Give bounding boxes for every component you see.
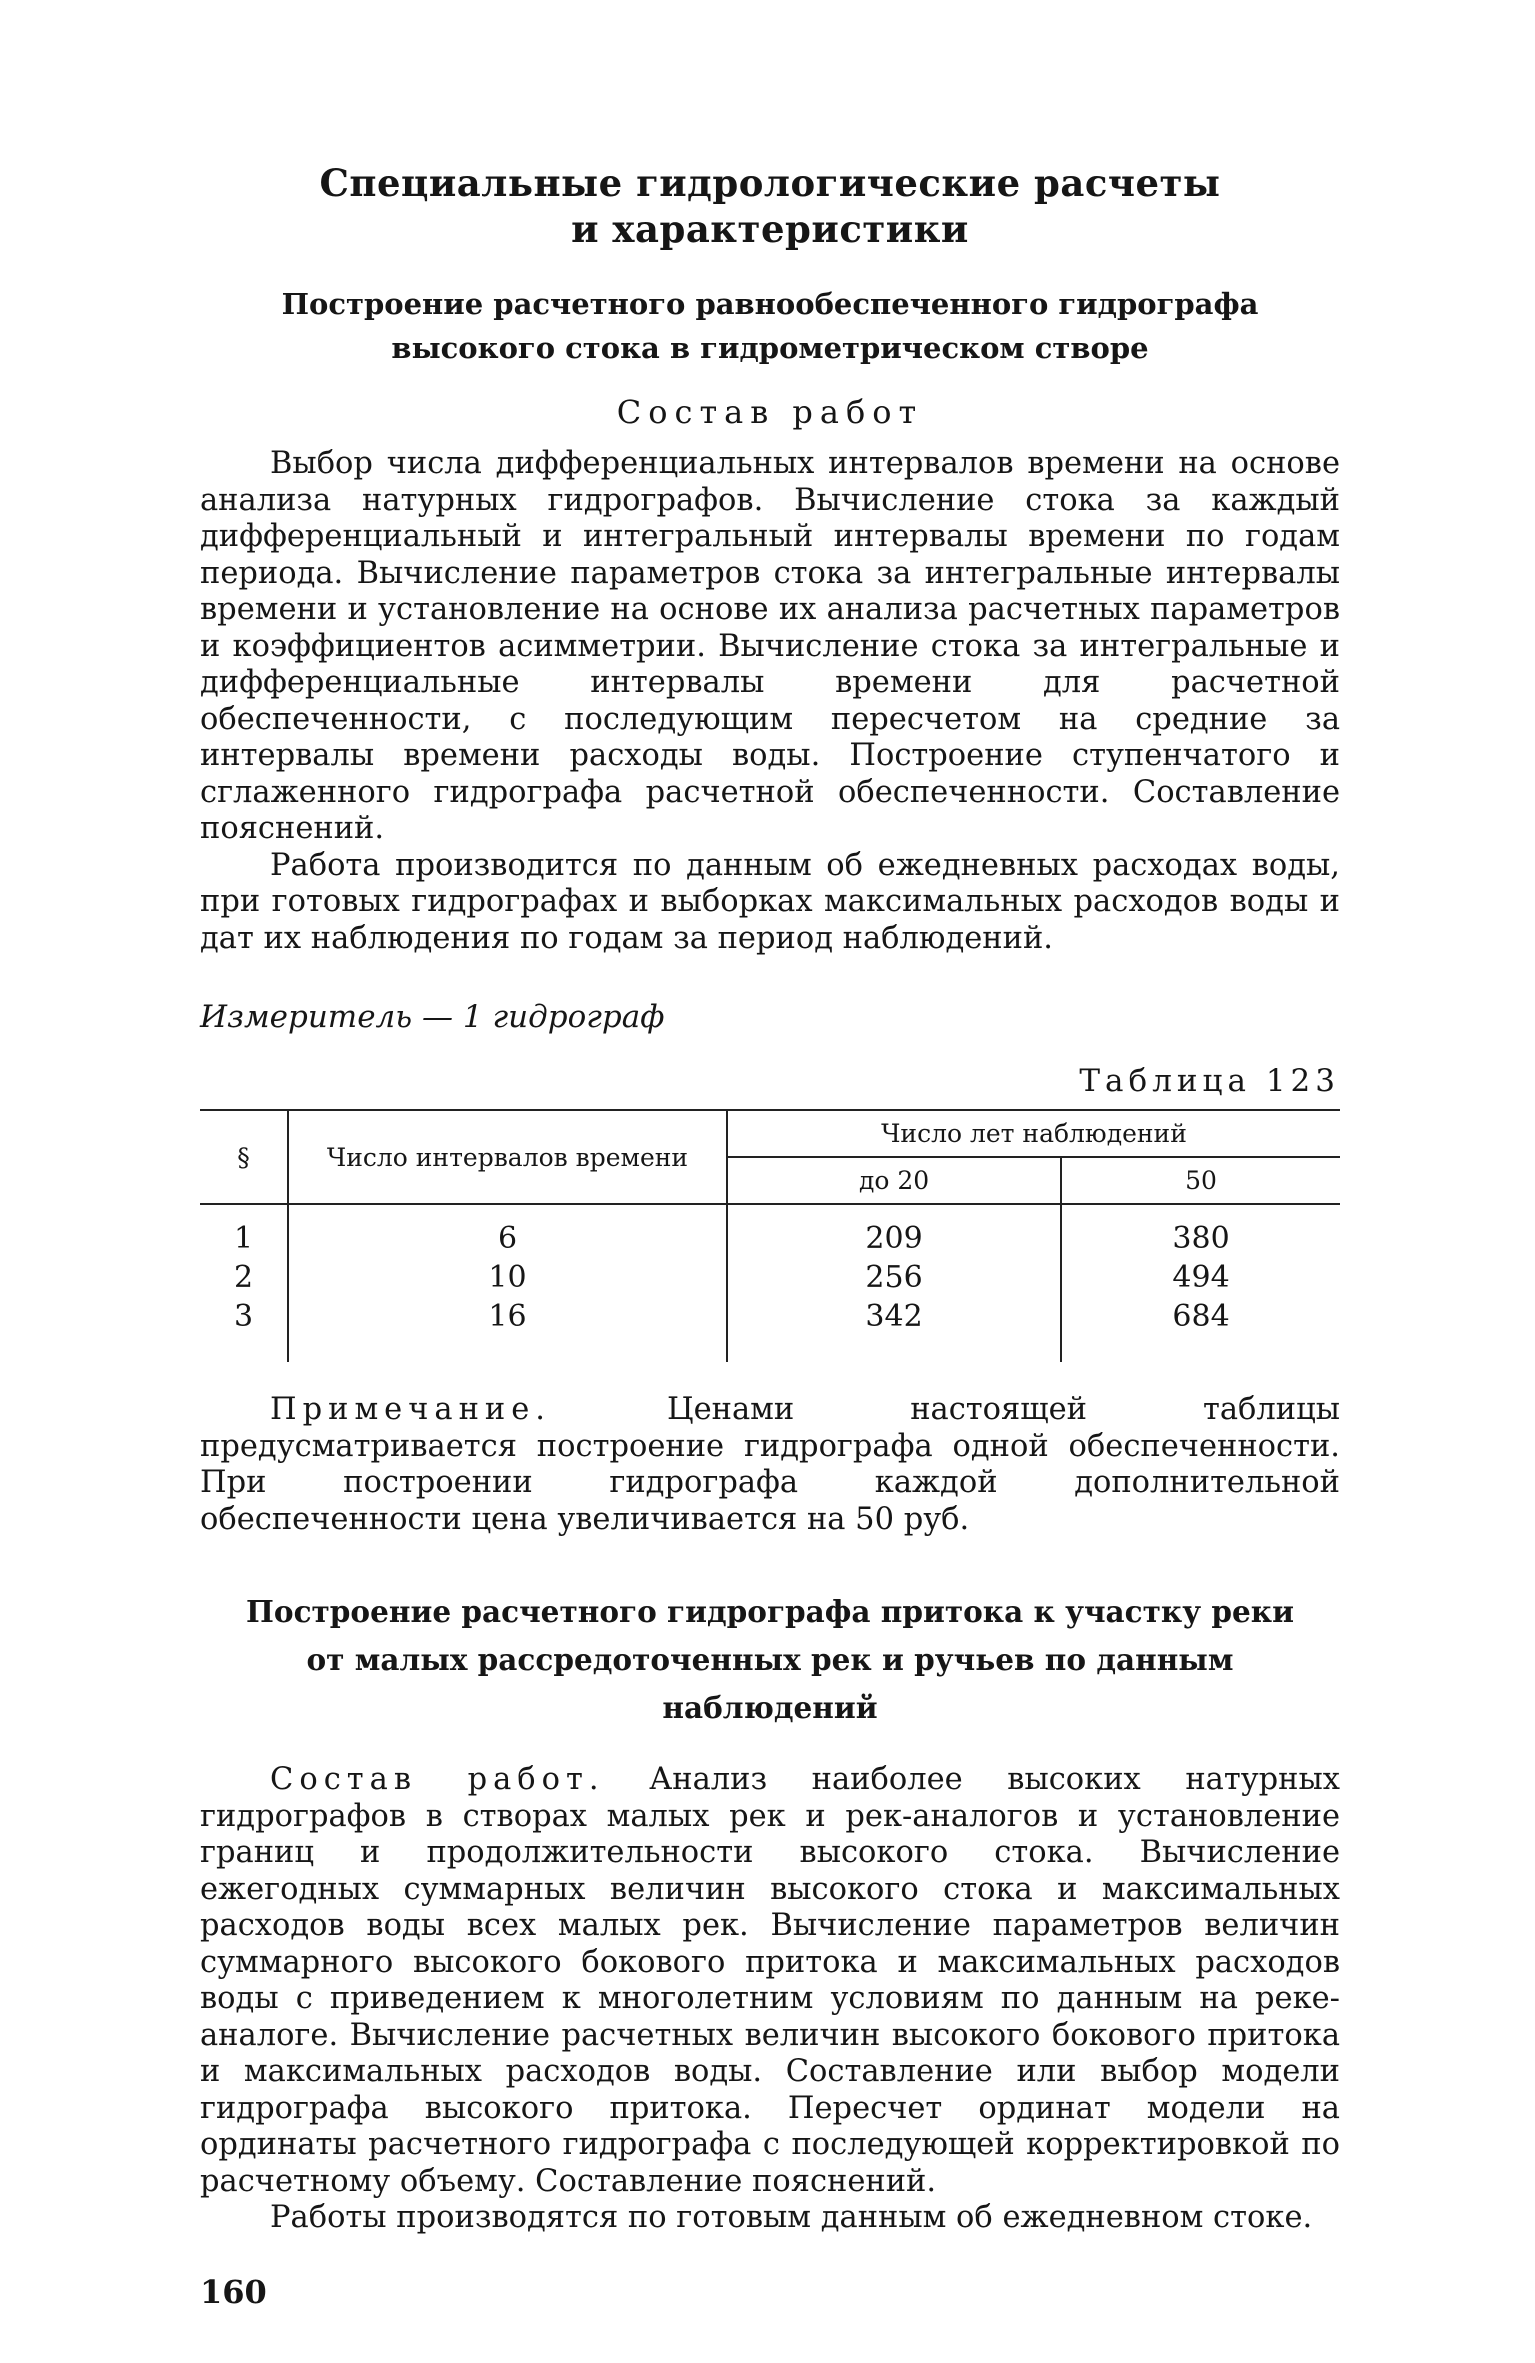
page-number: 160 — [200, 2272, 267, 2311]
cell-50: 684 — [1061, 1297, 1340, 1336]
section2-paragraph2: Работы производятся по готовым данным об ежедневном стоке. — [270, 2200, 1313, 2235]
document-page — [200, 160, 1340, 2311]
section2-heading-line1: Построение расчетного гидрографа притока к участку реки — [246, 1594, 1294, 1629]
price-table — [200, 1109, 1340, 1362]
table-row — [200, 1219, 1340, 1258]
main-title-line2: и характеристики — [571, 207, 969, 251]
section2-paragraph1 — [200, 1762, 1340, 2200]
table-note — [200, 1392, 1340, 1538]
cell-50: 380 — [1061, 1219, 1340, 1258]
cell-to20: 256 — [727, 1258, 1061, 1297]
table-caption: Таблица 123 — [1079, 1063, 1340, 1099]
measure-unit: Измеритель — 1 гидрограф — [200, 999, 665, 1035]
cell-to20: 209 — [727, 1219, 1061, 1258]
main-title — [200, 160, 1340, 252]
section2-heading-line2: от малых рассредоточенных рек и ручьев по данным наблюдений — [306, 1642, 1234, 1725]
col-header-section: § — [200, 1110, 288, 1204]
cell-intervals: 16 — [288, 1297, 727, 1336]
section2-composition-label: Состав работ. — [270, 1762, 605, 1797]
col-header-intervals: Число интервалов времени — [288, 1110, 727, 1204]
cell-50: 494 — [1061, 1258, 1340, 1297]
cell-n: 1 — [233, 1221, 254, 1256]
table-row — [200, 1258, 1340, 1297]
note-label: Примечание. — [270, 1392, 551, 1427]
cell-to20: 342 — [727, 1297, 1061, 1336]
col-header-years: Число лет наблюдений — [727, 1110, 1340, 1157]
cell-intervals: 6 — [288, 1219, 727, 1258]
cell-n: 3 — [233, 1299, 254, 1334]
note-text: Ценами настоящей таблицы предусматривается построение гидрографа одной обеспеченности. При построении гидрографа каждой дополнительной обеспеченности цена увеличивается на 50 руб. — [200, 1392, 1340, 1537]
cell-n: 2 — [233, 1260, 254, 1295]
table-row — [200, 1297, 1340, 1336]
section2-heading — [200, 1588, 1340, 1732]
section1-heading-line2: высокого стока в гидрометрическом створе — [391, 331, 1149, 365]
composition-label: Состав работ — [616, 393, 924, 431]
col-header-50: 50 — [1061, 1157, 1340, 1204]
section1-paragraph2: Работа производится по данным об ежедневных расходах воды, при готовых гидрографах и выборках максимальных расходов воды и дат их наблюдения по годам за период наблюдений. — [200, 847, 1340, 956]
section2-paragraph1-text: Анализ наиболее высоких натурных гидрографов в створах малых рек и рек-аналогов и установление границ и продолжительности высокого стока. Вычисление ежегодных суммарных величин высокого стока и максимальных расходов воды всех малых рек. Вычисление параметров величин суммарного высокого бокового притока и максимальных расходов воды с приведением к многолетним условиям по данным на реке-аналоге. Вычисление расчетных величин высокого бокового притока и максимальных расходов воды. Составление или выбор модели гидрографа высокого притока. Пересчет ординат модели на ординаты расчетного гидрографа с последующей корректировкой по расчетному объему. Составление пояснений. — [200, 1762, 1340, 2199]
col-header-to20: до 20 — [727, 1157, 1061, 1204]
section1-paragraph1: Выбор числа дифференциальных интервалов времени на основе анализа натурных гидрографов. Вычисление стока за каждый дифференциальный и интегральный интервалы времени по годам периода. Вычисление параметров стока за интегральные интервалы времени и установление на основе их анализа расчетных параметров и коэффициентов асимметрии. Вычисление стока за интегральные и дифференциальные интервалы времени для расчетной обеспеченности, с последующим пересчетом на средние за интервалы времени расходы воды. Построение ступенчатого и сглаженного гидрографа расчетной обеспеченности. Составление пояснений. — [200, 446, 1340, 846]
section1-heading — [200, 282, 1340, 370]
section1-heading-line1: Построение расчетного равнообеспеченного гидрографа — [281, 287, 1259, 321]
cell-intervals: 10 — [288, 1258, 727, 1297]
main-title-line1: Специальные гидрологические расчеты — [319, 161, 1221, 205]
